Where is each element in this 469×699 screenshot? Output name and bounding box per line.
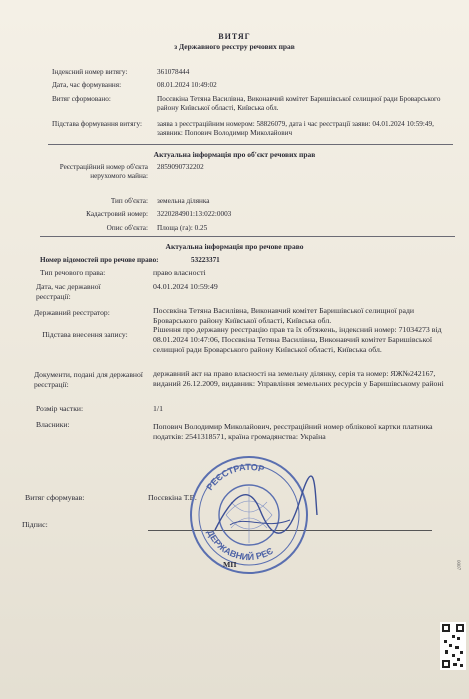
object-description-value: Площа (га): 0.25 [157, 224, 208, 232]
formed-date-value: 08.01.2024 10:49:02 [157, 81, 217, 89]
share-size-value: 1/1 [153, 404, 163, 413]
right-type-value: право власності [153, 268, 206, 277]
divider [40, 236, 455, 237]
right-section-title: Актуальна інформація про речове право [165, 242, 304, 251]
object-type-value: земельна ділянка [157, 197, 210, 205]
record-number-label: Номер відомостей про речове право: [40, 256, 159, 264]
registration-date-label: Дата, час державної реєстрації: [36, 282, 101, 301]
owners-label: Власники: [36, 420, 70, 429]
document-subtitle: з Державного реєстру речових прав [174, 42, 295, 51]
formed-by-value: Посєвкіна Тетяна Василівна, Виконавчий комітет Баришівської селищної ради Броварського району Київської області, Київська обл. [157, 95, 441, 112]
object-description-label: Опис об'єкта: [106, 224, 148, 232]
basis-entry-value: Рішення про державну реєстрацію прав та їх обтяжень, індексний номер: 71034273 від 08.01.2024 10:47:06, Посєвкіна Тетяна Василівна, Виконавчий комітет Баришівської селищної ради Броварського району Київської області, Київська обл. [153, 325, 442, 354]
share-size-label: Розмір частки: [36, 404, 84, 413]
object-reg-number-value: 2859090732202 [157, 163, 204, 171]
mp-mark: МП [223, 560, 237, 569]
object-type-label: Тип об'єкта: [110, 197, 148, 205]
basis-value: заява з реєстраційним номером: 58826079, дата і час реєстрації заяви: 04.01.2024 10:59:49, заявник: Попович Володимир Миколайович [157, 120, 434, 137]
object-section-title: Актуальна інформація про об'єкт речових прав [153, 150, 316, 159]
documents-value: державний акт на право власності на земельну ділянку, серія та номер: ЯЖ№242167, виданий 26.12.2009, видавник: Управління земельних ресурсів у Баришівському районі [153, 369, 444, 388]
object-reg-number-label: Реєстраційний номер об'єкта нерухомого майна: [59, 163, 148, 180]
qr-code [440, 622, 466, 670]
formed-by-label: Витяг сформовано: [52, 95, 111, 103]
index-number-label: Індексний номер витягу: [52, 68, 128, 76]
signature-label: Підпис: [22, 520, 48, 529]
page-code: 0007 [455, 560, 460, 570]
document-title: ВИТЯГ [218, 32, 251, 41]
basis-entry-label: Підстава внесення запису: [42, 330, 128, 339]
divider [48, 144, 453, 145]
registrar-label: Державний реєстратор: [34, 308, 110, 317]
registration-date-value: 04.01.2024 10:59:49 [153, 282, 218, 291]
registrar-value: Посєвкіна Тетяна Василівна, Виконавчий комітет Баришівської селищної ради Броварського району Київської області, Київська обл. [153, 306, 415, 325]
right-type-label: Тип речового права: [40, 268, 106, 277]
owners-value: Попович Володимир Миколайович, реєстраційний номер облікової картки платника податків: 2541318571, країна громадянства: Україна [153, 422, 433, 441]
seal-text-bottom: ДЕРЖАВНИЙ РЕЄ [205, 528, 275, 563]
formed-by-sign-label: Витяг сформував: [25, 493, 85, 502]
handwritten-signature [205, 470, 325, 563]
formed-by-sign-name: Посєвкіна Т.В. [148, 493, 197, 502]
seal-text-top: РЕЄСТРАТОР [204, 461, 266, 493]
record-number-value: 53223371 [191, 256, 220, 264]
index-number-value: 361078444 [157, 68, 190, 76]
formed-date-label: Дата, час формування: [52, 81, 122, 89]
documents-label: Документи, подані для державної реєстрації: [34, 370, 143, 389]
cadastral-number-value: 3220284901:13:022:0003 [157, 210, 232, 218]
basis-label: Підстава формування витягу: [52, 120, 142, 128]
cadastral-number-label: Кадастровий номер: [86, 210, 148, 218]
